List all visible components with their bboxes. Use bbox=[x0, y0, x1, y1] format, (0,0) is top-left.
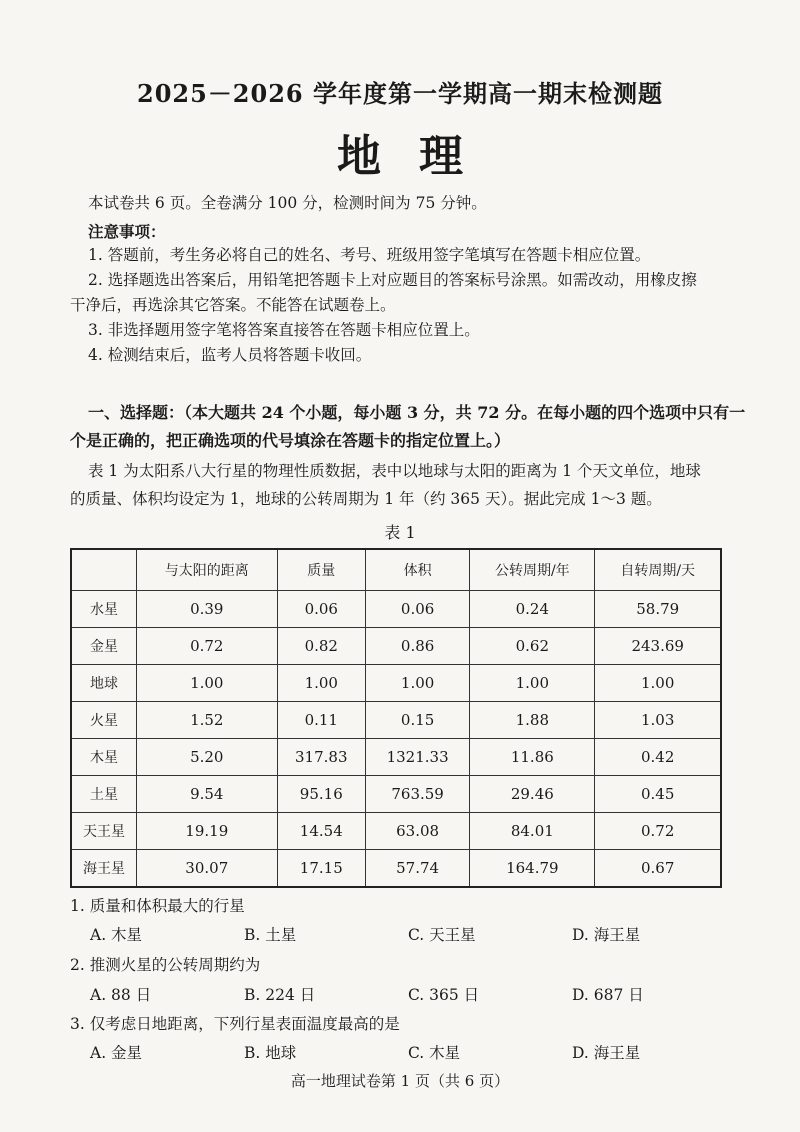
table-cell: 0.15 bbox=[366, 702, 470, 739]
table-cell: 58.79 bbox=[595, 591, 721, 628]
table-cell: 0.86 bbox=[366, 628, 470, 665]
table-cell: 1.00 bbox=[366, 665, 470, 702]
table-cell: 57.74 bbox=[366, 850, 470, 888]
exam-title: 2025－2026 学年度第一学期高一期末检测题 bbox=[137, 79, 663, 108]
planet-name: 地球 bbox=[71, 665, 137, 702]
column-header: 与太阳的距离 bbox=[137, 549, 278, 591]
table-row bbox=[71, 813, 721, 850]
question-stem-cont: 的质量、体积均设定为 1，地球的公转周期为 1 年（约 365 天）。据此完成 1～3 题。 bbox=[70, 490, 662, 508]
table-cell: 0.24 bbox=[470, 591, 595, 628]
column-header bbox=[71, 549, 137, 591]
table-cell: 317.83 bbox=[277, 739, 365, 776]
column-header: 自转周期/天 bbox=[595, 549, 721, 591]
table-cell: 11.86 bbox=[470, 739, 595, 776]
question-3-option-c: C. 木星 bbox=[408, 1044, 461, 1062]
question-2-option-c: C. 365 日 bbox=[408, 986, 480, 1004]
table-cell: 5.20 bbox=[137, 739, 278, 776]
exam-info: 本试卷共 6 页。全卷满分 100 分，检测时间为 75 分钟。 bbox=[88, 194, 487, 212]
table-cell: 30.07 bbox=[137, 850, 278, 888]
table-cell: 29.46 bbox=[470, 776, 595, 813]
section-title: 一、选择题：（本大题共 24 个小题，每小题 3 分，共 72 分。在每小题的四个选项中只有一 bbox=[88, 403, 746, 422]
note-item: 干净后，再选涂其它答案。不能答在试题卷上。 bbox=[70, 296, 396, 314]
table-cell: 1.88 bbox=[470, 702, 595, 739]
planet-name: 水星 bbox=[71, 591, 137, 628]
table-cell: 1.00 bbox=[470, 665, 595, 702]
table-cell: 0.06 bbox=[277, 591, 365, 628]
planet-name: 木星 bbox=[71, 739, 137, 776]
table-cell: 0.72 bbox=[595, 813, 721, 850]
column-header: 公转周期/年 bbox=[470, 549, 595, 591]
table-header-row bbox=[71, 549, 721, 591]
table-row bbox=[71, 776, 721, 813]
section-title-cont: 个是正确的，把正确选项的代号填涂在答题卡的指定位置上。） bbox=[70, 431, 511, 450]
question-stem: 表 1 为太阳系八大行星的物理性质数据，表中以地球与太阳的距离为 1 个天文单位，地球 bbox=[88, 462, 701, 480]
note-item: 2. 选择题选出答案后，用铅笔把答题卡上对应题目的答案标号涂黑。如需改动，用橡皮擦 bbox=[88, 271, 697, 289]
table-cell: 0.72 bbox=[137, 628, 278, 665]
table-cell: 0.42 bbox=[595, 739, 721, 776]
page-footer: 高一地理试卷第 1 页（共 6 页） bbox=[290, 1072, 510, 1090]
table-row bbox=[71, 665, 721, 702]
table-row bbox=[71, 739, 721, 776]
question-3-option-d: D. 海王星 bbox=[572, 1044, 641, 1062]
table-cell: 1.00 bbox=[277, 665, 365, 702]
table-cell: 1.00 bbox=[137, 665, 278, 702]
planet-name: 火星 bbox=[71, 702, 137, 739]
question-2-option-d: D. 687 日 bbox=[572, 986, 644, 1004]
question-3-option-b: B. 地球 bbox=[244, 1044, 297, 1062]
table-cell: 1321.33 bbox=[366, 739, 470, 776]
question-1-option-c: C. 天王星 bbox=[408, 926, 476, 944]
table-cell: 0.67 bbox=[595, 850, 721, 888]
table-cell: 0.82 bbox=[277, 628, 365, 665]
table-row bbox=[71, 850, 721, 888]
table-cell: 9.54 bbox=[137, 776, 278, 813]
question-1-option-b: B. 土星 bbox=[244, 926, 297, 944]
planet-name: 天王星 bbox=[71, 813, 137, 850]
table-cell: 63.08 bbox=[366, 813, 470, 850]
planet-name: 金星 bbox=[71, 628, 137, 665]
question-1-option-d: D. 海王星 bbox=[572, 926, 641, 944]
question-2-option-b: B. 224 日 bbox=[244, 986, 316, 1004]
table-cell: 1.03 bbox=[595, 702, 721, 739]
question-3-stem: 3. 仅考虑日地距离，下列行星表面温度最高的是 bbox=[70, 1015, 400, 1033]
note-item: 4. 检测结束后，监考人员将答题卡收回。 bbox=[88, 346, 372, 364]
table-cell: 1.00 bbox=[595, 665, 721, 702]
question-1-option-a: A. 木星 bbox=[90, 926, 143, 944]
table-caption: 表 1 bbox=[384, 523, 416, 542]
table-cell: 95.16 bbox=[277, 776, 365, 813]
question-2-stem: 2. 推测火星的公转周期约为 bbox=[70, 956, 261, 974]
notes-title: 注意事项： bbox=[88, 222, 166, 241]
column-header: 体积 bbox=[366, 549, 470, 591]
note-item: 3. 非选择题用签字笔将答案直接答在答题卡相应位置上。 bbox=[88, 321, 480, 339]
planet-name: 海王星 bbox=[71, 850, 137, 888]
question-1-stem: 1. 质量和体积最大的行星 bbox=[70, 897, 245, 915]
table-cell: 243.69 bbox=[595, 628, 721, 665]
table-cell: 0.39 bbox=[137, 591, 278, 628]
table-cell: 0.62 bbox=[470, 628, 595, 665]
table-cell: 19.19 bbox=[137, 813, 278, 850]
table-cell: 84.01 bbox=[470, 813, 595, 850]
column-header: 质量 bbox=[277, 549, 365, 591]
table-cell: 0.11 bbox=[277, 702, 365, 739]
planet-data-table bbox=[70, 548, 722, 888]
table-cell: 17.15 bbox=[277, 850, 365, 888]
table-cell: 164.79 bbox=[470, 850, 595, 888]
subject-title: 地理 bbox=[337, 131, 501, 182]
table-cell: 0.06 bbox=[366, 591, 470, 628]
table-cell: 0.45 bbox=[595, 776, 721, 813]
note-item: 1. 答题前，考生务必将自己的姓名、考号、班级用签字笔填写在答题卡相应位置。 bbox=[88, 246, 651, 264]
table-row bbox=[71, 628, 721, 665]
question-3-option-a: A. 金星 bbox=[90, 1044, 143, 1062]
question-2-option-a: A. 88 日 bbox=[90, 986, 152, 1004]
planet-name: 土星 bbox=[71, 776, 137, 813]
table-cell: 763.59 bbox=[366, 776, 470, 813]
table-cell: 1.52 bbox=[137, 702, 278, 739]
table-cell: 14.54 bbox=[277, 813, 365, 850]
table-row bbox=[71, 702, 721, 739]
table-row bbox=[71, 591, 721, 628]
